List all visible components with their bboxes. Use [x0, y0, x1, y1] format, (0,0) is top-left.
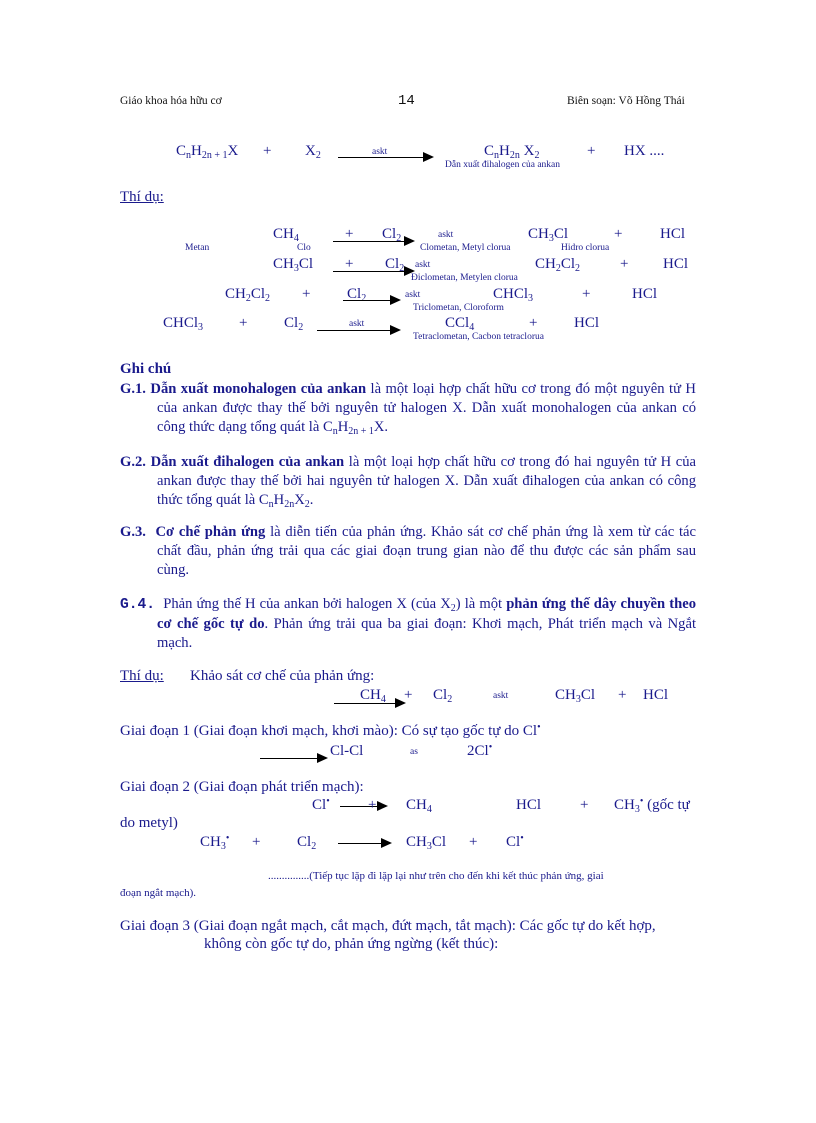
eq-general-plus2: +: [587, 143, 596, 159]
notes-title: Ghi chú: [120, 361, 172, 377]
note-g4-term: phản ứng thế dây chuyền theo cơ chế gốc tự do: [157, 596, 696, 632]
stage2-eq1-plus: +: [368, 797, 377, 813]
reaction-arrow: [317, 330, 399, 331]
reaction-arrow: [338, 157, 432, 158]
note-g3-text: là diễn tiến của phản ứng. Khảo sát cơ chế phản ứng là xem từ các tác chất đầu, phản ứng trải qua các giai đoạn trung gian nào để thu được các sản phẩm sau cùng.: [157, 524, 696, 578]
ex1-reactant2: $Cl_2$: [382, 226, 402, 244]
stage2-eq1-reactant1: Cl•: [312, 796, 330, 813]
ex3-plus2: +: [582, 286, 591, 302]
stage2-eq1-note-cont: do metyl): [120, 815, 178, 831]
ex3-product1-name: Triclometan, Cloroform: [413, 303, 504, 313]
stage2-eq2-product2: Cl•: [506, 833, 524, 850]
ex1-reactant1-name: Metan: [185, 243, 210, 253]
note-g4-id: G.4.: [120, 597, 156, 613]
reaction-arrow: [333, 241, 413, 242]
eq-general-product1: $C_nH_{2n}$ $X_2$: [484, 143, 540, 161]
eq-general-reactant2: $X_2$: [305, 143, 321, 161]
stage1-reactant: Cl-Cl: [330, 743, 364, 759]
reaction-arrow: [260, 758, 326, 759]
ex2-reactant2: $Cl_2$: [385, 256, 405, 274]
ex3-product2: HCl: [632, 286, 658, 302]
ex4-plus2: +: [529, 315, 538, 331]
page-number: 14: [398, 93, 415, 109]
stage2-text: Giai đoạn 2 (Giai đoạn phát triển mạch):: [120, 779, 364, 795]
ex1-product2-name: Hidro clorua: [561, 243, 610, 253]
ex3-reactant1: $CH_2Cl_2$: [225, 286, 271, 304]
stage2-eq2-product1: $CH_3Cl$: [406, 834, 447, 852]
stage1-text: Giai đoạn 1 (Giai đoạn khơi mạch, khơi mào): Có sự tạo gốc tự do Cl•: [120, 722, 541, 739]
example-label: Thí dụ:: [120, 189, 164, 205]
ex1-reactant1: $CH_4$: [273, 226, 299, 244]
ex1-product2: HCl: [660, 226, 686, 242]
reaction-arrow: [333, 271, 413, 272]
mech-overall-condition: askt: [493, 691, 509, 701]
note-g2-term: Dẫn xuất đihalogen của ankan: [150, 454, 345, 470]
ex3-condition: askt: [405, 290, 421, 300]
ex3-plus: +: [302, 286, 311, 302]
ex1-product1-name: Clometan, Metyl clorua: [420, 243, 511, 253]
ex3-product1: CHCl$_3$: [493, 286, 534, 304]
ex1-reactant2-name: Clo: [297, 243, 311, 253]
ex2-condition: askt: [415, 260, 431, 270]
reaction-arrow: [343, 300, 399, 301]
stage1-condition: as: [410, 747, 418, 757]
ex3-reactant2: $Cl_2$: [347, 286, 367, 304]
ex4-product1: CCl$_4$: [445, 315, 475, 333]
note-g3: [120, 523, 696, 580]
stage2-eq1-product2: $CH_3^•$ (gốc tự: [614, 796, 690, 815]
note-g2: G.2. Dẫn xuất đihalogen của ankan là một loại hợp chất hữu cơ trong đó hai nguyên tử H của ankan được thay thế bởi hai nguyên tử halogen X. Dẫn xuất đihalogen của ankan có công thức tổng quát là $C_nH_{2n}X_2$.: [120, 454, 696, 510]
note-g1-id: G.1.: [120, 381, 146, 397]
header-right: Biên soạn: Võ Hồng Thái: [567, 95, 685, 107]
stage1-product: 2Cl•: [467, 742, 493, 759]
mech-overall-reactant1: $CH_4$: [360, 687, 386, 705]
ex2-product2: HCl: [663, 256, 689, 272]
stage3-text: Giai đoạn 3 (Giai đoạn ngắt mạch, cắt mạch, đứt mạch, tắt mạch): Các gốc tự do kết hợp,: [120, 918, 656, 934]
eq-general-reactant1: $C_nH_{2n + 1}X$: [176, 143, 239, 161]
repeat-note-cont: đoạn ngắt mạch).: [120, 887, 197, 899]
eq-general-product1-name: Dẫn xuất đihalogen của ankan: [445, 160, 561, 170]
note-g1: G.1. Dẫn xuất monohalogen của ankan là một loại hợp chất hữu cơ trong đó một nguyên tử H của ankan được thay thế bởi nguyên tử halogen X. Dẫn xuất monohalogen của ankan có công thức dạng tổng quát là $C_nH_{2n + 1}X$.: [120, 381, 696, 437]
note-g4-text-after: . Phản ứng trải qua ba giai đoạn: Khơi mạch, Phát triển mạch và Ngắt mạch.: [157, 616, 697, 651]
ex2-product1: $CH_2Cl_2$: [535, 256, 581, 274]
note-g3-id: G.3.: [120, 524, 146, 540]
ex2-reactant1: $CH_3Cl$: [273, 256, 314, 274]
note-g2-id: G.2.: [120, 454, 146, 470]
note-g1-term: Dẫn xuất monohalogen của ankan: [150, 381, 367, 397]
ex4-product2: HCl: [574, 315, 600, 331]
reaction-arrow: [340, 806, 386, 807]
stage2-eq2-reactant2: $Cl_2$: [297, 834, 317, 852]
stage2-eq1-product1: HCl: [516, 797, 542, 813]
stage2-eq1-plus2: +: [580, 797, 589, 813]
mech-overall-product2: HCl: [643, 687, 669, 703]
repeat-note: ...............(Tiếp tục lặp đi lặp lại như trên cho đến khi kết thúc phản ứng, giai: [268, 870, 604, 882]
ex4-condition: askt: [349, 319, 365, 329]
reaction-arrow: [338, 843, 390, 844]
mech-overall-product1: $CH_3Cl$: [555, 687, 596, 705]
eq-general-plus: +: [263, 143, 272, 159]
ex4-plus: +: [239, 315, 248, 331]
eq-general-condition: askt: [372, 147, 388, 157]
ex2-product1-name: Điclometan, Metylen clorua: [411, 273, 518, 283]
mech-intro: Khảo sát cơ chế của phản ứng:: [190, 668, 375, 684]
eq-general-product2: HX ....: [624, 143, 665, 159]
ex4-reactant1: CHCl$_3$: [163, 315, 204, 333]
mech-example-label: Thí dụ:: [120, 668, 164, 684]
stage2-eq2-reactant1: $CH_3^•$: [200, 833, 230, 852]
ex2-plus: +: [345, 256, 354, 272]
mech-overall-reactant2: $Cl_2$: [433, 687, 453, 705]
ex1-condition: askt: [438, 230, 454, 240]
stage2-eq2-plus2: +: [469, 834, 478, 850]
ex1-plus: +: [345, 226, 354, 242]
reaction-arrow: [334, 703, 404, 704]
mech-overall-plus2: +: [618, 687, 627, 703]
ex1-plus2: +: [614, 226, 623, 242]
mech-overall-plus: +: [404, 687, 413, 703]
note-g3-term: Cơ chế phản ứng: [155, 524, 266, 540]
stage2-eq1-reactant2: $CH_4$: [406, 797, 432, 815]
ex4-reactant2: $Cl_2$: [284, 315, 304, 333]
header-left: Giáo khoa hóa hữu cơ: [120, 95, 222, 107]
ex1-product1: $CH_3Cl$: [528, 226, 569, 244]
stage3-text-cont: không còn gốc tự do, phản ứng ngừng (kết thúc):: [204, 936, 499, 952]
note-g4: G.4. Phản ứng thế H của ankan bởi halogen X (của $X_2$) là một phản ứng thế dây chuyền theo cơ chế gốc tự do. Phản ứng trải qua ba giai đoạn: Khơi mạch, Phát triển mạch và Ngắt mạch.: [120, 596, 697, 651]
ex2-plus2: +: [620, 256, 629, 272]
ex4-product1-name: Tetraclometan, Cacbon tetraclorua: [413, 332, 544, 342]
stage2-eq2-plus: +: [252, 834, 261, 850]
